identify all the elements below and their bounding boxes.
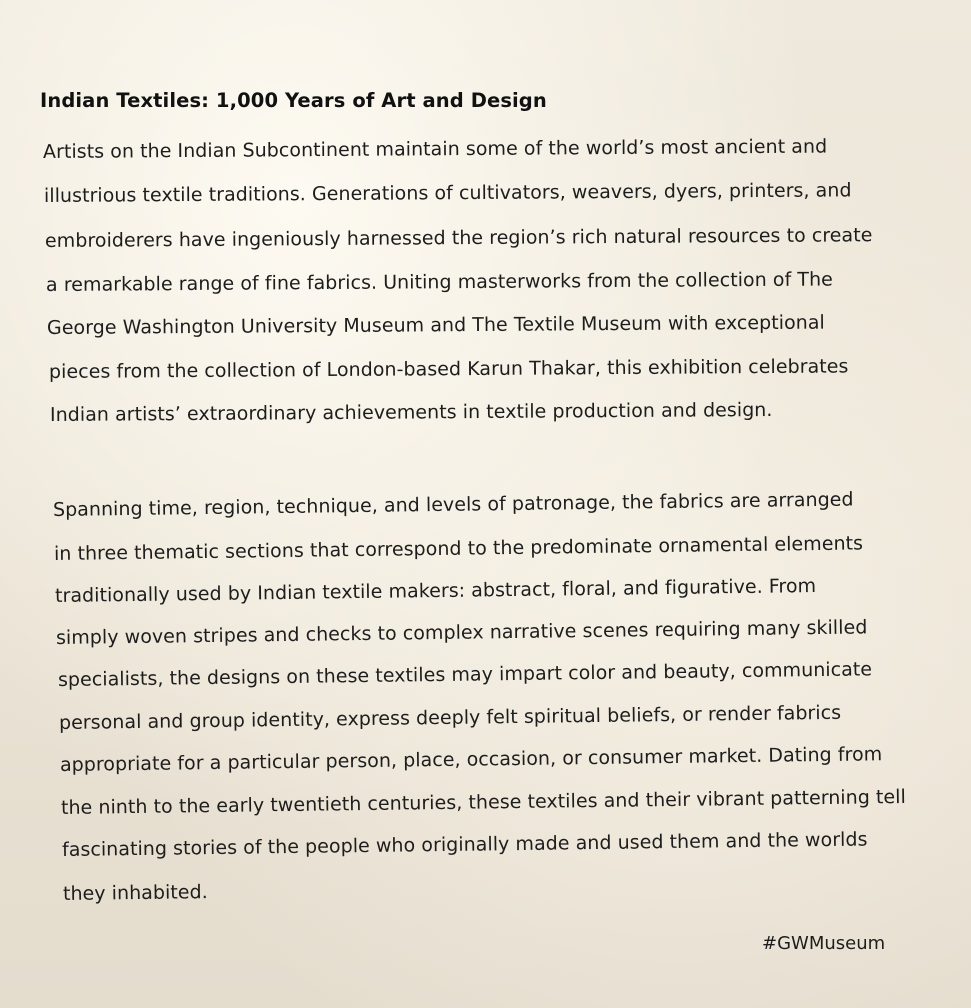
text-line: Indian artists’ extraordinary achievements in textile production and design. bbox=[49, 398, 773, 426]
hashtag: #GWMuseum bbox=[762, 933, 886, 954]
text-line: fascinating stories of the people who originally made and used them and the worlds bbox=[61, 828, 868, 861]
text-line: Artists on the Indian Subcontinent maintain some of the world’s most ancient and bbox=[42, 135, 828, 163]
text-line: they inhabited. bbox=[62, 881, 208, 905]
text-line: a remarkable range of fine fabrics. Uniting masterworks from the collection of The bbox=[45, 268, 833, 296]
text-line: embroiderers have ingeniously harnessed the region’s rich natural resources to create bbox=[44, 224, 873, 252]
text-line: the ninth to the early twentieth centuries, these textiles and their vibrant patterning tell bbox=[60, 785, 907, 819]
text-line: pieces from the collection of London-based Karun Thakar, this exhibition celebrates bbox=[48, 355, 849, 383]
text-line: specialists, the designs on these textiles may impart color and beauty, communicate bbox=[57, 658, 873, 691]
text-line: personal and group identity, express deeply felt spiritual beliefs, or render fabrics bbox=[58, 701, 842, 734]
text-line: in three thematic sections that correspond to the predominate ornamental elements bbox=[53, 532, 864, 565]
text-line: George Washington University Museum and The Textile Museum with exceptional bbox=[46, 311, 825, 339]
text-line: Spanning time, region, technique, and levels of patronage, the fabrics are arranged bbox=[52, 488, 854, 521]
text-line: illustrious textile traditions. Generations of cultivators, weavers, dyers, printers, and bbox=[43, 179, 852, 207]
text-line: traditionally used by Indian textile makers: abstract, floral, and figurative. From bbox=[54, 575, 817, 607]
text-line: simply woven stripes and checks to complex narrative scenes requiring many skilled bbox=[55, 616, 868, 649]
text-line: appropriate for a particular person, place, occasion, or consumer market. Dating from bbox=[59, 743, 883, 776]
exhibition-title: Indian Textiles: 1,000 Years of Art and Design bbox=[40, 89, 547, 112]
